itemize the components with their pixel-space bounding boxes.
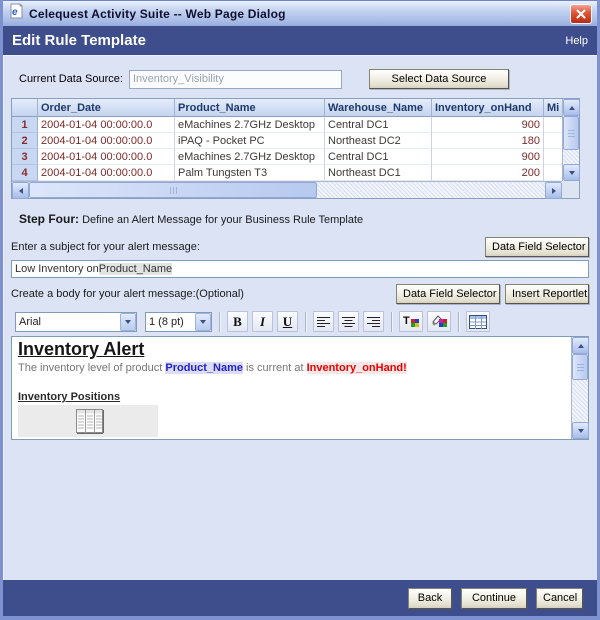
window-title: Celequest Activity Suite -- Web Page Dialog bbox=[29, 6, 286, 21]
step-description: Define an Alert Message for your Business Rule Template bbox=[82, 214, 364, 226]
horizontal-scroll-thumb[interactable] bbox=[29, 182, 317, 198]
align-center-icon bbox=[342, 316, 355, 328]
cell-product-name: eMachines 2.7GHz Desktop bbox=[175, 117, 325, 133]
dialog-content bbox=[3, 55, 597, 580]
chevron-down-icon[interactable] bbox=[120, 313, 136, 331]
cell-inventory-onhand: 180 bbox=[432, 133, 544, 149]
row-number: 4 bbox=[12, 165, 38, 181]
arrow-left-icon bbox=[19, 188, 23, 194]
cell-truncated bbox=[544, 149, 562, 165]
align-center-button[interactable] bbox=[338, 311, 359, 332]
dialog-footer bbox=[3, 580, 597, 616]
cell-inventory-onhand: 900 bbox=[432, 149, 544, 165]
grid-main bbox=[12, 99, 562, 181]
cell-inventory-onhand: 200 bbox=[432, 165, 544, 181]
cell-order-date: 2004-01-04 00:00:00.0 bbox=[38, 133, 175, 149]
cell-order-date: 2004-01-04 00:00:00.0 bbox=[38, 117, 175, 133]
subject-text: Low Inventory on bbox=[15, 263, 99, 275]
vertical-scroll-thumb[interactable] bbox=[572, 354, 588, 380]
toolbar-separator bbox=[219, 312, 220, 332]
arrow-down-icon bbox=[569, 171, 575, 175]
font-family-select[interactable] bbox=[15, 312, 137, 332]
editor-heading: Inventory Alert bbox=[18, 339, 145, 359]
arrow-down-icon bbox=[578, 429, 584, 433]
scroll-down-button[interactable] bbox=[563, 164, 580, 181]
align-left-button[interactable] bbox=[313, 311, 334, 332]
grid-horizontal-scrollbar[interactable] bbox=[12, 181, 562, 198]
row-number-header bbox=[12, 99, 38, 117]
insert-table-button[interactable] bbox=[466, 311, 490, 332]
table-row[interactable] bbox=[12, 133, 562, 149]
cell-truncated bbox=[544, 117, 562, 133]
table-row[interactable] bbox=[12, 165, 562, 181]
chevron-down-icon[interactable] bbox=[195, 313, 211, 331]
cell-warehouse-name: Central DC1 bbox=[325, 149, 432, 165]
row-number: 1 bbox=[12, 117, 38, 133]
cell-order-date: 2004-01-04 00:00:00.0 bbox=[38, 149, 175, 165]
dialog-header bbox=[3, 26, 597, 55]
insert-table-icon bbox=[469, 315, 487, 329]
cell-warehouse-name: Central DC1 bbox=[325, 117, 432, 133]
cell-product-name: eMachines 2.7GHz Desktop bbox=[175, 149, 325, 165]
body-label-row bbox=[11, 284, 589, 304]
cell-order-date: 2004-01-04 00:00:00.0 bbox=[38, 165, 175, 181]
titlebar[interactable] bbox=[3, 0, 597, 26]
subject-product-name-token: Product_Name bbox=[98, 263, 173, 275]
fill-color-button[interactable] bbox=[427, 311, 451, 332]
data-preview-grid bbox=[11, 98, 580, 199]
reportlet-placeholder[interactable] bbox=[18, 405, 158, 437]
column-header-order-date[interactable]: Order_Date bbox=[38, 99, 175, 117]
table-row[interactable] bbox=[12, 149, 562, 165]
editor-subheading: Inventory Positions bbox=[18, 391, 121, 403]
column-header-warehouse-name[interactable]: Warehouse_Name bbox=[325, 99, 432, 117]
cell-truncated bbox=[544, 133, 562, 149]
data-source-input bbox=[129, 70, 342, 89]
grid-vertical-scrollbar[interactable] bbox=[562, 99, 579, 181]
data-source-row bbox=[19, 69, 589, 89]
font-size-select[interactable] bbox=[145, 312, 212, 332]
insert-reportlet-button[interactable]: Insert Reportlet bbox=[505, 284, 589, 304]
scroll-up-button[interactable] bbox=[563, 99, 580, 116]
scroll-left-button[interactable] bbox=[12, 182, 29, 199]
arrow-up-icon bbox=[569, 106, 575, 110]
close-icon bbox=[576, 9, 586, 19]
column-header-product-name[interactable]: Product_Name bbox=[175, 99, 325, 117]
close-button[interactable] bbox=[570, 4, 592, 24]
back-button[interactable]: Back bbox=[408, 588, 452, 609]
fill-color-icon bbox=[431, 314, 448, 329]
subject-input[interactable] bbox=[11, 260, 589, 278]
cell-product-name: Palm Tungsten T3 bbox=[175, 165, 325, 181]
data-source-label: Current Data Source: bbox=[19, 73, 123, 85]
arrow-up-icon bbox=[578, 344, 584, 348]
toolbar-separator bbox=[458, 312, 459, 332]
editor-vertical-scrollbar[interactable] bbox=[571, 337, 588, 439]
grid-header-row bbox=[12, 99, 562, 117]
svg-text:T: T bbox=[402, 315, 410, 327]
richtext-toolbar bbox=[11, 310, 589, 333]
toolbar-separator bbox=[391, 312, 392, 332]
row-number: 2 bbox=[12, 133, 38, 149]
help-link[interactable]: Help bbox=[565, 34, 588, 47]
arrow-right-icon bbox=[552, 188, 556, 194]
step-four-text bbox=[19, 212, 589, 226]
cancel-button[interactable]: Cancel bbox=[536, 588, 583, 609]
svg-text:e: e bbox=[12, 7, 18, 18]
select-data-source-button[interactable]: Select Data Source bbox=[369, 69, 509, 89]
continue-button[interactable]: Continue bbox=[461, 588, 527, 609]
scroll-right-button[interactable] bbox=[545, 182, 562, 199]
page-title: Edit Rule Template bbox=[12, 32, 146, 49]
inventory-onhand-token: Inventory_onHand! bbox=[306, 362, 407, 374]
product-name-token: Product_Name bbox=[165, 362, 243, 374]
thumb-grip-icon bbox=[577, 364, 584, 371]
align-right-icon bbox=[367, 316, 380, 328]
thumb-grip-icon bbox=[170, 187, 177, 194]
underline-button[interactable]: U bbox=[277, 311, 298, 332]
message-body-editor[interactable] bbox=[11, 336, 589, 440]
cell-truncated bbox=[544, 165, 562, 181]
column-header-inventory-onhand[interactable]: Inventory_onHand bbox=[432, 99, 544, 117]
toolbar-separator bbox=[305, 312, 306, 332]
vertical-scroll-thumb[interactable] bbox=[563, 116, 579, 150]
cell-warehouse-name: Northeast DC1 bbox=[325, 165, 432, 181]
horizontal-scroll-track[interactable] bbox=[317, 182, 545, 198]
body-label: Create a body for your alert message:(Optional) bbox=[11, 288, 244, 300]
scroll-down-button[interactable] bbox=[572, 422, 589, 439]
cell-product-name: iPAQ - Pocket PC bbox=[175, 133, 325, 149]
scroll-up-button[interactable] bbox=[572, 337, 589, 354]
table-row[interactable] bbox=[12, 117, 562, 133]
text-color-icon bbox=[403, 314, 420, 329]
font-size-value: 1 (8 pt) bbox=[149, 315, 184, 328]
subject-data-field-selector-button[interactable]: Data Field Selector bbox=[485, 237, 589, 257]
reportlet-table-icon bbox=[76, 409, 104, 434]
body-data-field-selector-button[interactable]: Data Field Selector bbox=[396, 284, 500, 304]
italic-button[interactable]: I bbox=[252, 311, 273, 332]
vertical-scroll-track[interactable] bbox=[572, 380, 588, 422]
bold-button[interactable]: B bbox=[227, 311, 248, 332]
column-header-truncated[interactable]: Mi bbox=[544, 99, 562, 117]
row-number: 3 bbox=[12, 149, 38, 165]
thumb-grip-icon bbox=[568, 130, 575, 137]
font-family-value: Arial bbox=[19, 315, 42, 328]
subject-label: Enter a subject for your alert message: bbox=[11, 241, 200, 253]
vertical-scroll-track[interactable] bbox=[563, 150, 579, 164]
text-color-button[interactable] bbox=[399, 311, 423, 332]
webpage-dialog-icon bbox=[8, 3, 24, 24]
step-label: Step Four: bbox=[19, 212, 79, 226]
cell-inventory-onhand: 900 bbox=[432, 117, 544, 133]
scrollbar-corner bbox=[562, 181, 579, 198]
editor-content[interactable] bbox=[12, 337, 571, 439]
cell-warehouse-name: Northeast DC2 bbox=[325, 133, 432, 149]
editor-body-line: The inventory level of product Product_Name is current at Inventory_onHand! bbox=[18, 362, 407, 374]
align-left-icon bbox=[317, 316, 330, 328]
align-right-button[interactable] bbox=[363, 311, 384, 332]
subject-label-row bbox=[11, 237, 589, 257]
